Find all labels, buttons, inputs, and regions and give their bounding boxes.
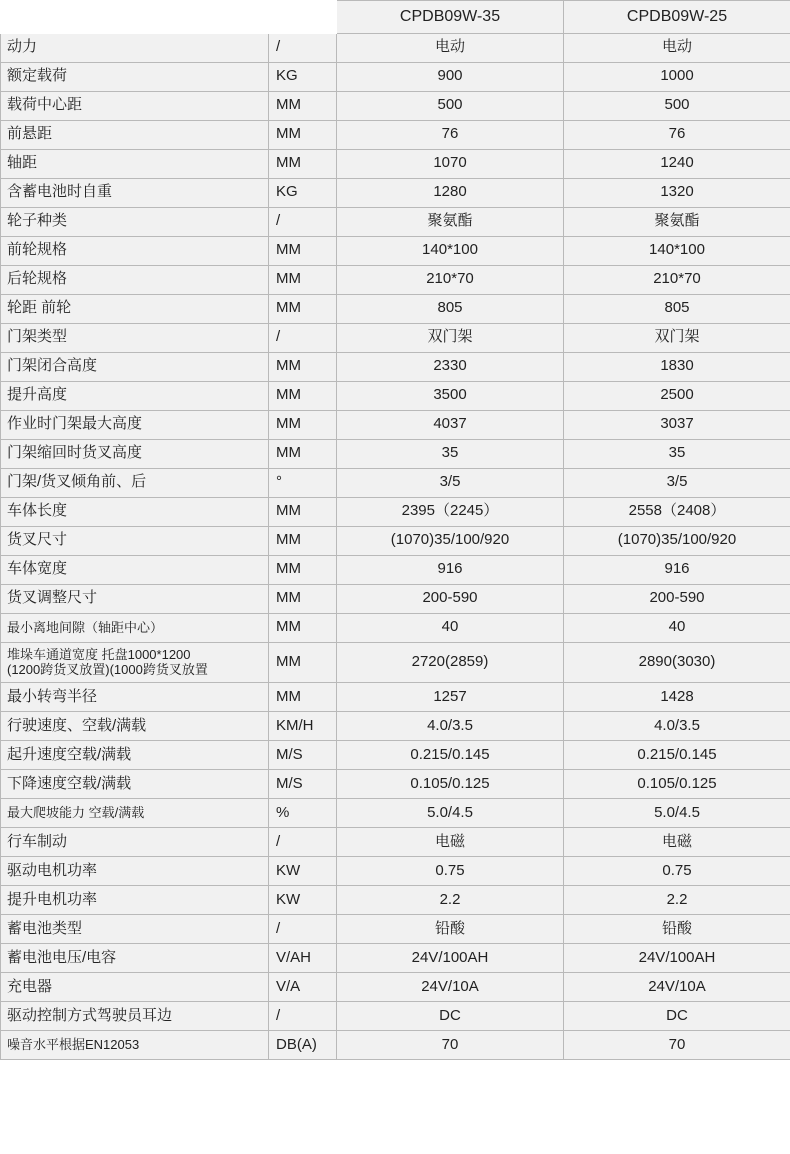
row-value-model-1: 24V/100AH — [337, 944, 564, 973]
row-label: 门架缩回时货叉高度 — [1, 439, 269, 468]
row-label: 最大爬坡能力 空载/满载 — [1, 799, 269, 828]
row-unit: KW — [269, 857, 337, 886]
header-model-1: CPDB09W-35 — [337, 1, 564, 34]
row-value-model-2: 1428 — [564, 683, 790, 712]
row-value-model-2: 1320 — [564, 178, 790, 207]
row-value-model-1: 70 — [337, 1031, 564, 1060]
table-row — [1, 973, 790, 1002]
row-value-model-2: 70 — [564, 1031, 790, 1060]
row-unit: MM — [269, 526, 337, 555]
row-unit: KG — [269, 62, 337, 91]
row-unit: / — [269, 915, 337, 944]
specification-table-body — [1, 1, 790, 1060]
row-unit: MM — [269, 497, 337, 526]
row-value-model-1: 5.0/4.5 — [337, 799, 564, 828]
row-label: 轴距 — [1, 149, 269, 178]
row-value-model-2: 0.75 — [564, 857, 790, 886]
row-unit: MM — [269, 265, 337, 294]
row-value-model-2: 电磁 — [564, 828, 790, 857]
row-value-model-1: 500 — [337, 91, 564, 120]
row-value-model-1: 1280 — [337, 178, 564, 207]
row-value-model-2: 35 — [564, 439, 790, 468]
row-label: 动力 — [1, 33, 269, 62]
row-unit: ° — [269, 468, 337, 497]
table-row — [1, 91, 790, 120]
table-row — [1, 468, 790, 497]
row-value-model-2: 5.0/4.5 — [564, 799, 790, 828]
table-row — [1, 915, 790, 944]
row-value-model-2: 3037 — [564, 410, 790, 439]
row-label: 前轮规格 — [1, 236, 269, 265]
row-label: 轮距 前轮 — [1, 294, 269, 323]
row-value-model-1: 35 — [337, 439, 564, 468]
table-row — [1, 741, 790, 770]
table-row — [1, 381, 790, 410]
row-unit: MM — [269, 91, 337, 120]
row-value-model-2: 24V/100AH — [564, 944, 790, 973]
table-row — [1, 555, 790, 584]
table-row — [1, 439, 790, 468]
row-unit: MM — [269, 236, 337, 265]
row-unit: MM — [269, 555, 337, 584]
row-value-model-2: 4.0/3.5 — [564, 712, 790, 741]
row-value-model-1: 0.75 — [337, 857, 564, 886]
table-row — [1, 323, 790, 352]
row-value-model-1: 40 — [337, 613, 564, 642]
row-value-model-2: 1830 — [564, 352, 790, 381]
table-row — [1, 265, 790, 294]
row-label: 前悬距 — [1, 120, 269, 149]
table-row — [1, 236, 790, 265]
row-value-model-1: 2.2 — [337, 886, 564, 915]
row-value-model-2: 2890(3030) — [564, 642, 790, 683]
row-label: 轮子种类 — [1, 207, 269, 236]
row-unit: / — [269, 207, 337, 236]
row-value-model-2: 铅酸 — [564, 915, 790, 944]
row-value-model-1: 4037 — [337, 410, 564, 439]
row-unit: MM — [269, 584, 337, 613]
row-label: 提升电机功率 — [1, 886, 269, 915]
table-row — [1, 857, 790, 886]
row-label: 含蓄电池时自重 — [1, 178, 269, 207]
row-unit: MM — [269, 381, 337, 410]
row-unit: V/AH — [269, 944, 337, 973]
row-label: 额定载荷 — [1, 62, 269, 91]
row-value-model-2: 2.2 — [564, 886, 790, 915]
row-label: 行车制动 — [1, 828, 269, 857]
row-label: 车体宽度 — [1, 555, 269, 584]
row-label: 最小离地间隙（轴距中心） — [1, 613, 269, 642]
row-unit: KG — [269, 178, 337, 207]
row-value-model-1: 805 — [337, 294, 564, 323]
row-value-model-2: 916 — [564, 555, 790, 584]
row-unit: MM — [269, 439, 337, 468]
table-row — [1, 526, 790, 555]
table-row — [1, 944, 790, 973]
table-row — [1, 799, 790, 828]
row-value-model-1: 916 — [337, 555, 564, 584]
row-label: 门架闭合高度 — [1, 352, 269, 381]
row-value-model-1: (1070)35/100/920 — [337, 526, 564, 555]
row-label: 蓄电池类型 — [1, 915, 269, 944]
row-value-model-1: 210*70 — [337, 265, 564, 294]
row-value-model-2: DC — [564, 1002, 790, 1031]
table-row — [1, 584, 790, 613]
row-value-model-1: 200-590 — [337, 584, 564, 613]
row-value-model-2: (1070)35/100/920 — [564, 526, 790, 555]
table-row — [1, 120, 790, 149]
row-label: 行驶速度、空载/满载 — [1, 712, 269, 741]
row-value-model-2: 双门架 — [564, 323, 790, 352]
table-row — [1, 62, 790, 91]
row-value-model-1: 电磁 — [337, 828, 564, 857]
row-label: 作业时门架最大高度 — [1, 410, 269, 439]
table-row — [1, 712, 790, 741]
row-label: 车体长度 — [1, 497, 269, 526]
table-row — [1, 352, 790, 381]
row-value-model-1: 76 — [337, 120, 564, 149]
table-row — [1, 178, 790, 207]
row-value-model-1: 1070 — [337, 149, 564, 178]
table-row — [1, 1031, 790, 1060]
table-row — [1, 613, 790, 642]
row-label: 货叉尺寸 — [1, 526, 269, 555]
row-value-model-1: 0.105/0.125 — [337, 770, 564, 799]
row-unit: / — [269, 323, 337, 352]
table-row — [1, 886, 790, 915]
row-value-model-2: 200-590 — [564, 584, 790, 613]
row-value-model-2: 2500 — [564, 381, 790, 410]
row-label — [1, 642, 269, 683]
row-unit: MM — [269, 683, 337, 712]
header-blank-name — [1, 1, 269, 34]
row-value-model-1: 3/5 — [337, 468, 564, 497]
table-row — [1, 1002, 790, 1031]
row-label: 起升速度空载/满载 — [1, 741, 269, 770]
row-value-model-2: 1240 — [564, 149, 790, 178]
row-unit: KM/H — [269, 712, 337, 741]
table-row — [1, 642, 790, 683]
row-label: 提升高度 — [1, 381, 269, 410]
row-value-model-2: 电动 — [564, 33, 790, 62]
table-row — [1, 149, 790, 178]
table-row — [1, 828, 790, 857]
row-unit: DB(A) — [269, 1031, 337, 1060]
row-value-model-1: 3500 — [337, 381, 564, 410]
row-value-model-2: 210*70 — [564, 265, 790, 294]
row-value-model-1: 聚氨酯 — [337, 207, 564, 236]
row-value-model-2: 0.215/0.145 — [564, 741, 790, 770]
row-unit: / — [269, 1002, 337, 1031]
row-value-model-2: 805 — [564, 294, 790, 323]
row-label-line1: 堆垛车通道宽度 托盘1000*1200 — [7, 646, 191, 662]
row-label: 最小转弯半径 — [1, 683, 269, 712]
row-label: 门架类型 — [1, 323, 269, 352]
row-label: 驱动电机功率 — [1, 857, 269, 886]
header-blank-unit — [269, 1, 337, 34]
table-header-row — [1, 1, 790, 34]
row-value-model-2: 0.105/0.125 — [564, 770, 790, 799]
row-label: 噪音水平根据EN12053 — [1, 1031, 269, 1060]
row-label: 蓄电池电压/电容 — [1, 944, 269, 973]
row-unit: / — [269, 33, 337, 62]
row-value-model-2: 500 — [564, 91, 790, 120]
row-unit: MM — [269, 410, 337, 439]
row-label: 货叉调整尺寸 — [1, 584, 269, 613]
row-unit: KW — [269, 886, 337, 915]
row-value-model-1: 双门架 — [337, 323, 564, 352]
row-value-model-1: 2720(2859) — [337, 642, 564, 683]
row-value-model-2: 40 — [564, 613, 790, 642]
table-row — [1, 207, 790, 236]
row-value-model-2: 24V/10A — [564, 973, 790, 1002]
row-value-model-2: 聚氨酯 — [564, 207, 790, 236]
row-value-model-1: 2330 — [337, 352, 564, 381]
table-row — [1, 294, 790, 323]
row-label: 门架/货叉倾角前、后 — [1, 468, 269, 497]
row-unit: / — [269, 828, 337, 857]
table-row — [1, 770, 790, 799]
row-value-model-1: 铅酸 — [337, 915, 564, 944]
row-unit: MM — [269, 149, 337, 178]
row-label: 后轮规格 — [1, 265, 269, 294]
header-model-2: CPDB09W-25 — [564, 1, 790, 34]
row-unit: MM — [269, 294, 337, 323]
row-value-model-1: 140*100 — [337, 236, 564, 265]
row-label-line2: (1200跨货叉放置)(1000跨货叉放置 — [7, 662, 208, 678]
row-unit: MM — [269, 120, 337, 149]
table-row — [1, 497, 790, 526]
row-unit: MM — [269, 613, 337, 642]
row-value-model-1: 0.215/0.145 — [337, 741, 564, 770]
row-value-model-1: 4.0/3.5 — [337, 712, 564, 741]
row-unit: M/S — [269, 741, 337, 770]
row-unit: MM — [269, 352, 337, 381]
row-value-model-2: 3/5 — [564, 468, 790, 497]
row-value-model-2: 2558（2408） — [564, 497, 790, 526]
table-row — [1, 410, 790, 439]
row-unit: MM — [269, 642, 337, 683]
row-unit: V/A — [269, 973, 337, 1002]
table-row — [1, 33, 790, 62]
row-value-model-2: 140*100 — [564, 236, 790, 265]
row-value-model-1: 2395（2245） — [337, 497, 564, 526]
row-value-model-1: 900 — [337, 62, 564, 91]
row-value-model-1: 24V/10A — [337, 973, 564, 1002]
row-value-model-1: 电动 — [337, 33, 564, 62]
row-label: 载荷中心距 — [1, 91, 269, 120]
row-label: 下降速度空载/满载 — [1, 770, 269, 799]
table-row — [1, 683, 790, 712]
row-unit: M/S — [269, 770, 337, 799]
row-unit: % — [269, 799, 337, 828]
row-value-model-2: 76 — [564, 120, 790, 149]
row-value-model-1: DC — [337, 1002, 564, 1031]
row-value-model-2: 1000 — [564, 62, 790, 91]
row-label: 驱动控制方式驾驶员耳边 — [1, 1002, 269, 1031]
row-label: 充电器 — [1, 973, 269, 1002]
row-value-model-1: 1257 — [337, 683, 564, 712]
